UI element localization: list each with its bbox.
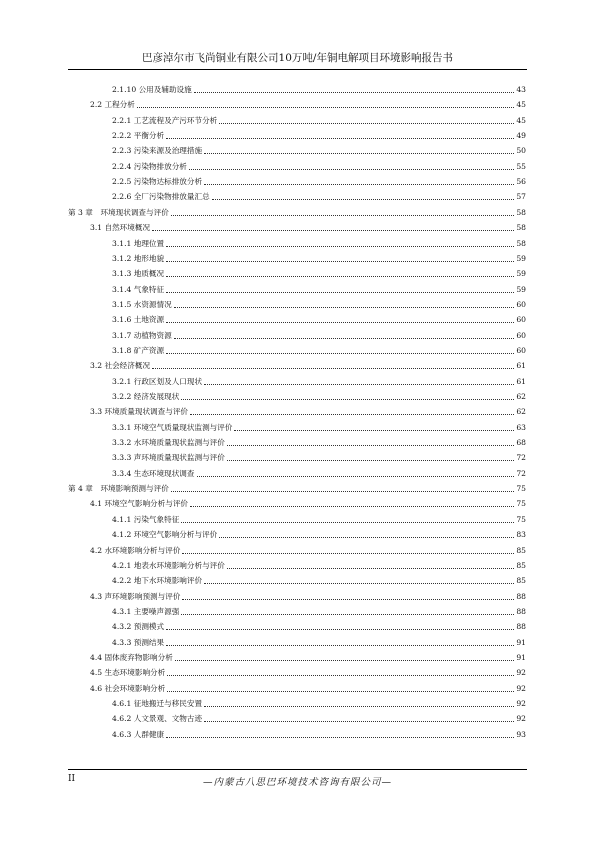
toc-entry-label: 第 3 章 环境现状调查与评价 xyxy=(68,207,169,217)
toc-entry-label: 4.2.2 地下水环境影响评价 xyxy=(112,576,203,586)
toc-entry-label: 2.2.2 平衡分析 xyxy=(112,131,165,141)
toc-entry[interactable] xyxy=(68,729,526,741)
toc-dot-leader xyxy=(197,476,515,477)
toc-dot-leader xyxy=(166,261,514,262)
toc-dot-leader xyxy=(171,215,515,216)
toc-entry-label: 4.3.2 预测模式 xyxy=(112,622,165,632)
toc-dot-leader xyxy=(182,553,514,554)
toc-entry-label: 3.1.6 土地资源 xyxy=(112,315,165,325)
toc-entry-label: 第 4 章 环境影响预测与评价 xyxy=(68,484,169,494)
toc-entry[interactable] xyxy=(68,514,526,526)
toc-entry-page: 88 xyxy=(516,622,526,632)
toc-entry-page: 92 xyxy=(516,714,526,724)
toc-entry-label: 3.1.2 地形地貌 xyxy=(112,253,165,263)
toc-dot-leader xyxy=(204,721,514,722)
toc-entry[interactable] xyxy=(68,545,526,557)
toc-entry[interactable] xyxy=(68,84,526,96)
toc-dot-leader xyxy=(166,629,514,630)
toc-entry-label: 3.1.1 地理位置 xyxy=(112,238,165,248)
toc-entry-page: 63 xyxy=(516,422,526,432)
toc-entry-label: 3.3.3 声环境质量现状监测与评价 xyxy=(112,453,225,463)
toc-dot-leader xyxy=(137,107,514,108)
toc-entry-page: 85 xyxy=(516,576,526,586)
toc-dot-leader xyxy=(204,706,514,707)
toc-dot-leader xyxy=(219,537,514,538)
toc-entry[interactable] xyxy=(68,284,526,296)
toc-entry[interactable] xyxy=(68,161,526,173)
toc-dot-leader xyxy=(227,568,514,569)
toc-entry-label: 4.2 水环境影响分析与评价 xyxy=(90,545,181,555)
toc-entry-label: 4.6.3 人群健康 xyxy=(112,729,165,739)
toc-dot-leader xyxy=(194,92,515,93)
toc-entry-page: 61 xyxy=(516,361,526,371)
toc-entry-page: 60 xyxy=(516,330,526,340)
toc-entry-page: 60 xyxy=(516,315,526,325)
toc-entry[interactable] xyxy=(68,299,526,311)
toc-entry[interactable] xyxy=(68,145,526,157)
toc-dot-leader xyxy=(204,583,514,584)
toc-entry-label: 2.2.5 污染物达标排放分析 xyxy=(112,177,203,187)
toc-entry-page: 93 xyxy=(516,729,526,739)
toc-entry-label: 4.6 社会环境影响分析 xyxy=(90,683,166,693)
toc-entry-label: 3.1.8 矿产资源 xyxy=(112,345,165,355)
toc-entry-page: 92 xyxy=(516,683,526,693)
toc-entry-page: 45 xyxy=(516,115,526,125)
toc-dot-leader xyxy=(166,276,514,277)
toc-dot-leader xyxy=(204,153,514,154)
toc-dot-leader xyxy=(166,292,514,293)
toc-dot-leader xyxy=(166,138,514,139)
toc-entry-page: 91 xyxy=(516,652,526,662)
toc-entry-page: 62 xyxy=(516,392,526,401)
toc-entry-label: 4.1 环境空气影响分析与评价 xyxy=(90,499,189,509)
toc-entry-page: 57 xyxy=(516,192,526,202)
toc-entry-label: 3.1.5 水资源情况 xyxy=(112,299,172,309)
toc-entry-label: 3.1.7 动植物资源 xyxy=(112,330,172,340)
toc-dot-leader xyxy=(212,199,515,200)
toc-entry[interactable] xyxy=(68,560,526,572)
toc-entry[interactable] xyxy=(68,99,526,111)
toc-entry[interactable] xyxy=(68,406,526,418)
toc-entry[interactable] xyxy=(68,713,526,725)
toc-dot-leader xyxy=(181,522,514,523)
toc-entry-page: 50 xyxy=(516,146,526,156)
toc-entry[interactable] xyxy=(68,191,526,203)
toc-entry[interactable] xyxy=(68,591,526,603)
toc-entry-label: 3.2.2 经济发展现状 xyxy=(112,392,180,401)
toc-dot-leader xyxy=(166,353,514,354)
toc-entry-label: 2.2.4 污染物排放分析 xyxy=(112,161,187,171)
toc-entry-page: 75 xyxy=(516,514,526,524)
toc-entry-page: 60 xyxy=(516,345,526,355)
toc-entry[interactable] xyxy=(68,483,526,495)
toc-dot-leader xyxy=(227,445,514,446)
toc-entry-page: 85 xyxy=(516,545,526,555)
toc-entry[interactable] xyxy=(68,115,526,127)
footer-company-name: —内蒙古八思巴环境技术咨询有限公司— xyxy=(202,777,392,788)
toc-entry-page: 59 xyxy=(516,253,526,263)
toc-entry-page: 45 xyxy=(516,100,526,110)
footer-divider xyxy=(68,769,527,770)
toc-entry[interactable] xyxy=(68,238,526,250)
page-header xyxy=(68,50,527,70)
toc-entry-page: 43 xyxy=(516,85,526,94)
toc-entry-page: 72 xyxy=(516,468,526,478)
toc-dot-leader xyxy=(152,230,514,231)
toc-entry[interactable] xyxy=(68,698,526,710)
toc-entry-page: 88 xyxy=(516,591,526,601)
toc-entry[interactable] xyxy=(68,330,526,342)
toc-entry[interactable] xyxy=(68,130,526,142)
toc-entry-label: 4.2.1 地表水环境影响分析与评价 xyxy=(112,560,225,570)
toc-entry-label: 2.1.10 公用及辅助设施 xyxy=(112,85,192,94)
toc-dot-leader xyxy=(152,368,514,369)
toc-entry-label: 2.2.3 污染来源及治理措施 xyxy=(112,146,203,156)
toc-entry-page: 72 xyxy=(516,453,526,463)
toc-entry-page: 58 xyxy=(516,223,526,233)
toc-entry[interactable] xyxy=(68,314,526,326)
toc-entry-label: 4.3.3 预测结果 xyxy=(112,637,165,647)
toc-dot-leader xyxy=(174,338,515,339)
toc-entry[interactable] xyxy=(68,667,526,679)
toc-entry[interactable] xyxy=(68,207,526,219)
toc-entry[interactable] xyxy=(68,498,526,510)
toc-entry[interactable] xyxy=(68,253,526,265)
toc-dot-leader xyxy=(190,506,514,507)
toc-entry[interactable] xyxy=(68,176,526,188)
toc-dot-leader xyxy=(181,399,514,400)
toc-entry-label: 3.1.3 地质概况 xyxy=(112,269,165,279)
toc-entry[interactable] xyxy=(68,637,526,649)
toc-entry-label: 2.2 工程分析 xyxy=(90,100,135,110)
toc-dot-leader xyxy=(166,246,514,247)
toc-entry-label: 4.3 声环境影响预测与评价 xyxy=(90,591,181,601)
toc-entry-label: 3.3.4 生态环境现状调查 xyxy=(112,468,195,478)
toc-entry-label: 4.4 固体废弃物影响分析 xyxy=(90,652,173,662)
toc-entry[interactable] xyxy=(68,468,526,480)
toc-entry-page: 75 xyxy=(516,499,526,509)
toc-entry-page: 75 xyxy=(516,484,526,494)
toc-entry[interactable] xyxy=(68,529,526,541)
toc-entry[interactable] xyxy=(68,683,526,695)
toc-dot-leader xyxy=(234,430,514,431)
toc-entry-label: 4.1.2 环境空气影响分析与评价 xyxy=(112,530,218,540)
toc-dot-leader xyxy=(204,384,514,385)
toc-dot-leader xyxy=(181,614,514,615)
toc-dot-leader xyxy=(166,645,514,646)
toc-entry[interactable] xyxy=(68,437,526,449)
toc-entry[interactable] xyxy=(68,621,526,633)
toc-entry-page: 61 xyxy=(516,376,526,386)
toc-entry-label: 2.2.6 全厂污染物排放量汇总 xyxy=(112,192,210,202)
toc-entry-label: 3.3.1 环境空气质量现状监测与评价 xyxy=(112,422,233,432)
toc-entry-label: 3.3 环境质量现状调查与评价 xyxy=(90,407,189,417)
toc-entry-page: 58 xyxy=(516,207,526,217)
toc-dot-leader xyxy=(167,691,514,692)
toc-dot-leader xyxy=(219,123,514,124)
toc-entry-page: 91 xyxy=(516,637,526,647)
toc-entry[interactable] xyxy=(68,376,526,388)
report-title: 巴彦淖尔市飞尚铜业有限公司10万吨/年铜电解项目环境影响报告书 xyxy=(142,52,453,64)
toc-entry-page: 60 xyxy=(516,299,526,309)
toc-entry[interactable] xyxy=(68,268,526,280)
toc-entry-page: 55 xyxy=(516,161,526,171)
toc-entry-label: 2.2.1 工艺流程及产污环节分析 xyxy=(112,115,218,125)
footer-page-number: II xyxy=(68,774,76,784)
toc-entry-page: 68 xyxy=(516,438,526,448)
toc-dot-leader xyxy=(190,414,514,415)
toc-entry-page: 49 xyxy=(516,131,526,141)
toc-entry[interactable] xyxy=(68,391,526,403)
toc-dot-leader xyxy=(166,322,514,323)
toc-entry[interactable] xyxy=(68,452,526,464)
toc-entry-label: 4.6.1 征地搬迁与移民安置 xyxy=(112,699,203,708)
toc-dot-leader xyxy=(171,491,515,492)
toc-entry-page: 58 xyxy=(516,238,526,248)
toc-dot-leader xyxy=(167,675,514,676)
toc-entry[interactable] xyxy=(68,222,526,234)
toc-dot-leader xyxy=(227,460,514,461)
toc-entry[interactable] xyxy=(68,575,526,587)
toc-entry[interactable] xyxy=(68,422,526,434)
toc-entry-label: 4.6.2 人文景观、文物古迹 xyxy=(112,714,203,724)
toc-entry-label: 3.2 社会经济概况 xyxy=(90,361,151,371)
toc-dot-leader xyxy=(182,599,514,600)
toc-entry[interactable] xyxy=(68,606,526,618)
toc-entry-page: 59 xyxy=(516,269,526,279)
toc-entry-page: 59 xyxy=(516,284,526,294)
toc-entry-page: 85 xyxy=(516,560,526,570)
toc-dot-leader xyxy=(204,184,514,185)
toc-entry-label: 3.1 自然环境概况 xyxy=(90,223,151,233)
toc-dot-leader xyxy=(166,737,514,738)
toc-dot-leader xyxy=(189,169,514,170)
toc-entry[interactable] xyxy=(68,360,526,372)
toc-entry-page: 92 xyxy=(516,668,526,678)
toc-entry-label: 4.1.1 污染气象特征 xyxy=(112,514,180,524)
toc-dot-leader xyxy=(174,307,515,308)
toc-entry[interactable] xyxy=(68,345,526,357)
toc-entry-page: 62 xyxy=(516,407,526,417)
toc-entry-page: 56 xyxy=(516,177,526,187)
toc-entry-label: 3.1.4 气象特征 xyxy=(112,284,165,294)
toc-dot-leader xyxy=(175,660,514,661)
toc-entry-page: 83 xyxy=(516,530,526,540)
toc-entry-label: 4.5 生态环境影响分析 xyxy=(90,668,166,678)
toc-entry-page: 92 xyxy=(516,699,526,708)
toc-entry[interactable] xyxy=(68,652,526,664)
toc-entry-label: 4.3.1 主要噪声源强 xyxy=(112,606,180,616)
toc-entry-label: 3.3.2 水环境质量现状监测与评价 xyxy=(112,438,225,448)
toc-entry-label: 3.2.1 行政区划及人口现状 xyxy=(112,376,203,386)
toc-entry-page: 88 xyxy=(516,606,526,616)
